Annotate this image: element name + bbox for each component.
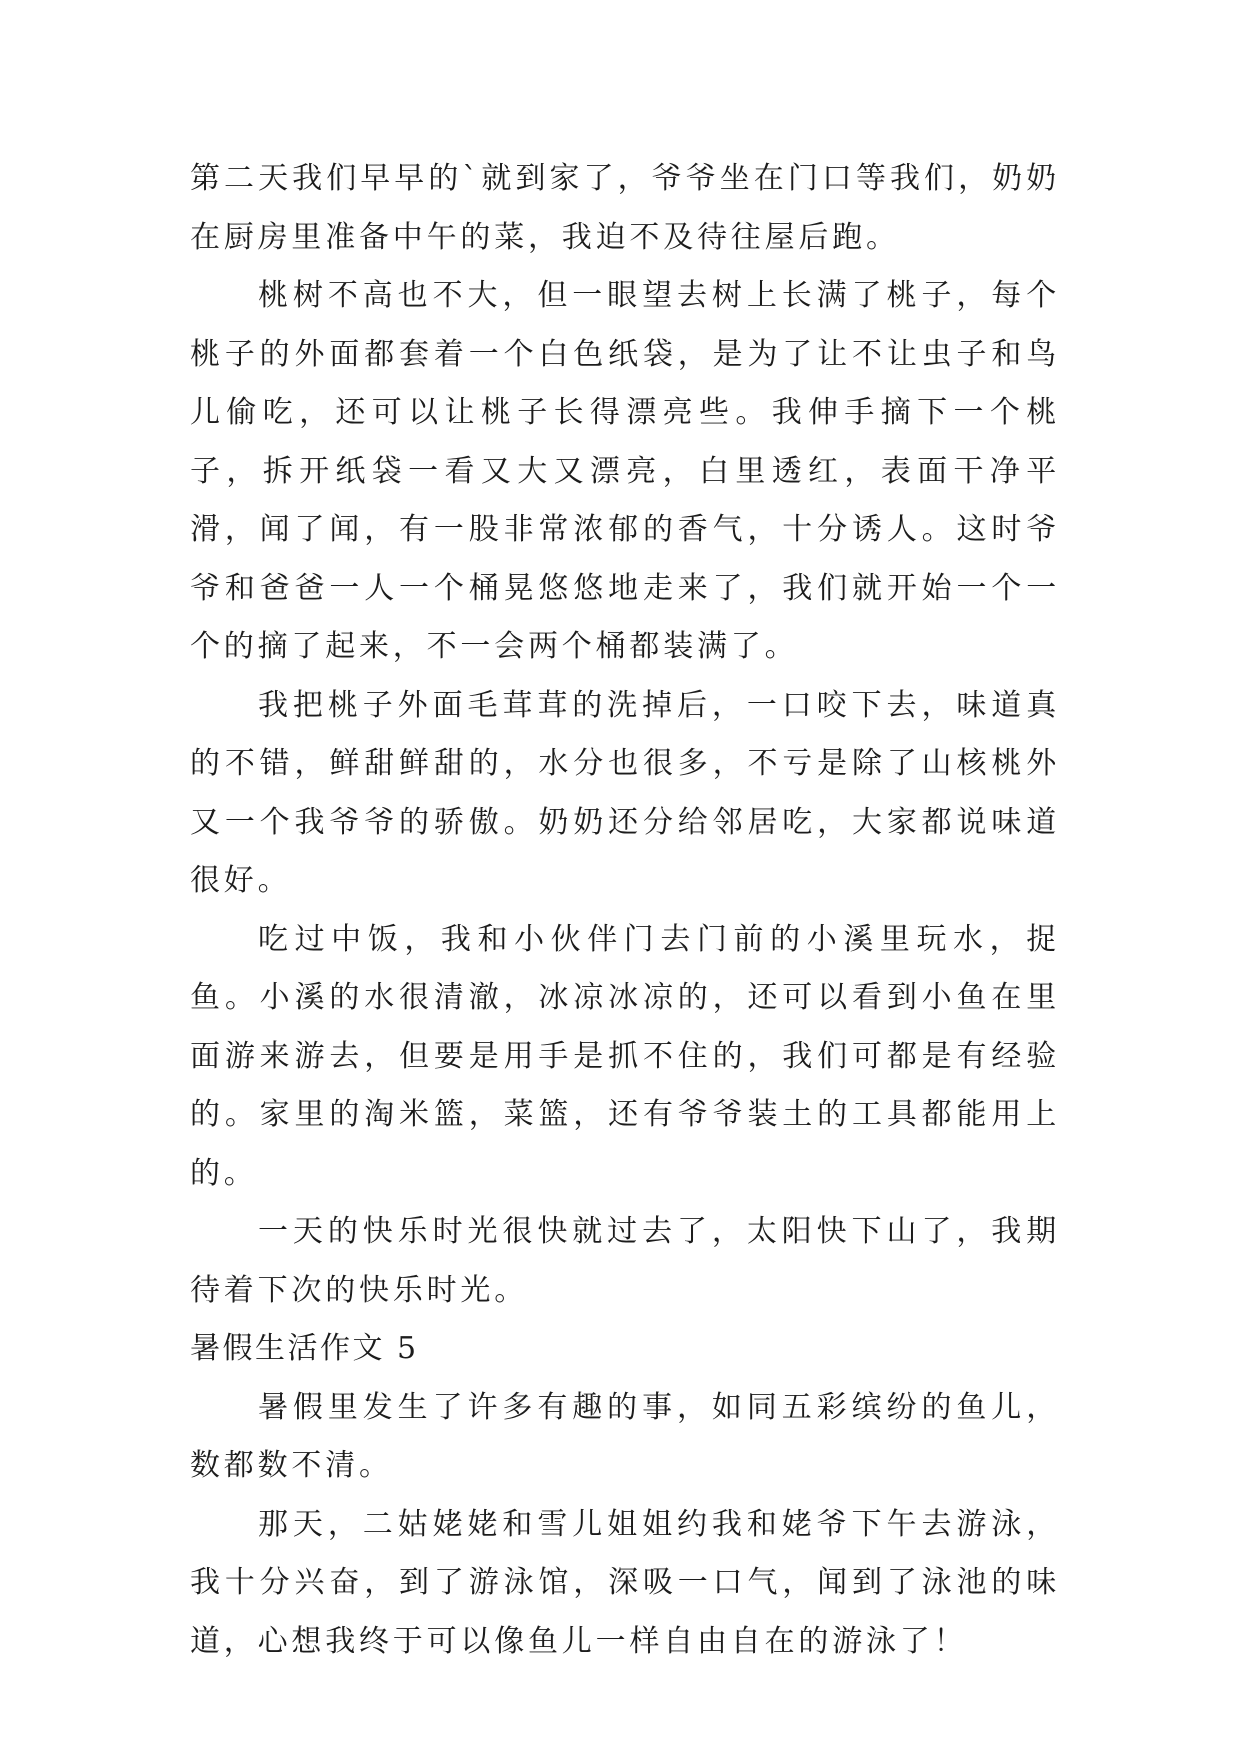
paragraph-summer-intro: 暑假里发生了许多有趣的事，如同五彩缤纷的鱼儿，数都数不清。 (190, 1389, 1060, 1483)
paragraph-tasting-peach: 我把桃子外面毛茸茸的洗掉后，一口咬下去，味道真的不错，鲜甜鲜甜的，水分也很多，不亏是除了山核桃外又一个我爷爷的骄傲。奶奶还分给邻居吃，大家都说味道很好。 (190, 687, 1060, 898)
paragraph-arrival: 第二天我们早早的`就到家了，爷爷坐在门口等我们，奶奶在厨房里准备中午的菜，我迫不及待往屋后跑。 (190, 161, 1060, 255)
paragraph-stream-play: 吃过中饭，我和小伙伴门去门前的小溪里玩水，捉鱼。小溪的水很清澈，冰凉冰凉的，还可以看到小鱼在里面游来游去，但要是用手是抓不住的，我们可都是有经验的。家里的淘米篮，菜篮，还有爷爷装土的工具都能用上的。 (190, 921, 1060, 1191)
paragraph-peach-tree: 桃树不高也不大，但一眼望去树上长满了桃子，每个桃子的外面都套着一个白色纸袋，是为了让不让虫子和鸟儿偷吃，还可以让桃子长得漂亮些。我伸手摘下一个桃子，拆开纸袋一看又大又漂亮，白里透红，表面干净平滑，闻了闻，有一股非常浓郁的香气，十分诱人。这时爷爷和爸爸一人一个桶晃悠悠地走来了，我们就开始一个一个的摘了起来，不一会两个桶都装满了。 (190, 278, 1060, 664)
paragraph-swimming: 那天，二姑姥姥和雪儿姐姐约我和姥爷下午去游泳，我十分兴奋，到了游泳馆，深吸一口气，闻到了泳池的味道，心想我终于可以像鱼儿一样自由自在的游泳了！ (190, 1506, 1060, 1659)
document-body (190, 150, 1060, 1671)
paragraph-sunset: 一天的快乐时光很快就过去了，太阳快下山了，我期待着下次的快乐时光。 (190, 1214, 1060, 1308)
essay-heading: 暑假生活作文 5 (190, 1331, 419, 1366)
